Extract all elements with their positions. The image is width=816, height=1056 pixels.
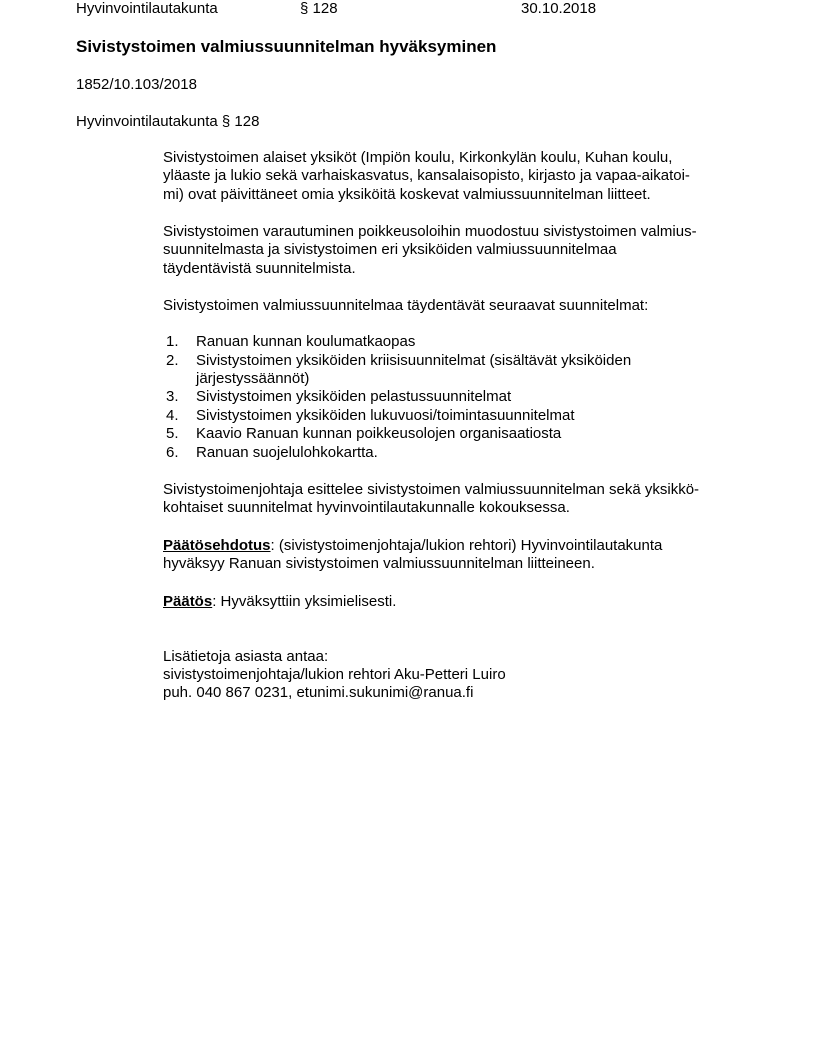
list-text: Sivistystoimen yksiköiden pelastussuunnitelmat — [196, 388, 512, 405]
header-date: 30.10.2018 — [521, 0, 597, 17]
list-text: Ranuan kunnan koulumatkaopas — [196, 333, 416, 350]
text-line: täydentävistä suunnitelmista. — [163, 260, 356, 277]
list-number: 2. — [166, 352, 179, 369]
contact-line: Lisätietoja asiasta antaa: — [163, 648, 329, 665]
list-item — [0, 352, 816, 388]
text-line: mi) ovat päivittäneet omia yksiköitä koskevat valmiussuunnitelman liitteet. — [163, 186, 651, 203]
list-item — [0, 425, 816, 443]
header-committee: Hyvinvointilautakunta — [76, 0, 218, 17]
decision-label: Päätös — [163, 593, 213, 610]
list-number: 6. — [166, 444, 179, 461]
contact-line: sivistystoimenjohtaja/lukion rehtori Aku-Petteri Luiro — [163, 666, 506, 683]
list-number: 1. — [166, 333, 179, 350]
proposal-label: Päätösehdotus — [163, 537, 271, 554]
proposal-text-line2: hyväksyy Ranuan sivistystoimen valmiussuunnitelman liitteineen. — [163, 555, 595, 572]
header-section: § 128 — [300, 0, 338, 17]
list-number: 3. — [166, 388, 179, 405]
subheading: Hyvinvointilautakunta § 128 — [76, 113, 260, 130]
list-item — [0, 407, 816, 425]
decision-text: : Hyväksyttiin yksimielisesti. — [212, 593, 397, 610]
text-line: yläaste ja lukio sekä varhaiskasvatus, kansalaisopisto, kirjasto ja vapaa-aikatoi- — [163, 167, 690, 184]
list-number: 4. — [166, 407, 179, 424]
list-item — [0, 388, 816, 406]
text-line: suunnitelmasta ja sivistystoimen eri yksiköiden valmiussuunnitelmaa — [163, 241, 617, 258]
list-text: Sivistystoimen yksiköiden kriisisuunnitelmat (sisältävät yksiköiden — [196, 352, 632, 369]
proposal-text: : (sivistystoimenjohtaja/lukion rehtori) Hyvinvointilautakunta — [270, 537, 663, 554]
decision — [163, 593, 396, 611]
list-text: Ranuan suojelulohkokartta. — [196, 444, 378, 461]
text-line: kohtaiset suunnitelmat hyvinvointilautakunnalle kokouksessa. — [163, 499, 570, 516]
paragraph-3: Sivistystoimen valmiussuunnitelmaa täydentävät seuraavat suunnitelmat: — [163, 297, 649, 314]
document-title: Sivistystoimen valmiussuunnitelman hyväksyminen — [76, 37, 497, 56]
list-text: Sivistystoimen yksiköiden lukuvuosi/toimintasuunnitelmat — [196, 407, 575, 424]
list-number: 5. — [166, 425, 179, 442]
contact-line: puh. 040 867 0231, etunimi.sukunimi@ranua.fi — [163, 684, 474, 701]
record-number: 1852/10.103/2018 — [76, 76, 197, 93]
list-text-continued: järjestyssäännöt) — [196, 370, 310, 387]
list-item — [0, 444, 816, 462]
text-line: Sivistystoimen varautuminen poikkeusoloihin muodostuu sivistystoimen valmius- — [163, 223, 697, 240]
text-line: Sivistystoimenjohtaja esittelee sivistystoimen valmiussuunnitelman sekä yksikkö- — [163, 481, 700, 498]
list-text: Kaavio Ranuan kunnan poikkeusolojen organisaatiosta — [196, 425, 562, 442]
list-item — [0, 333, 816, 351]
text-line — [163, 537, 662, 555]
text-line: Sivistystoimen alaiset yksiköt (Impiön koulu, Kirkonkylän koulu, Kuhan koulu, — [163, 149, 673, 166]
